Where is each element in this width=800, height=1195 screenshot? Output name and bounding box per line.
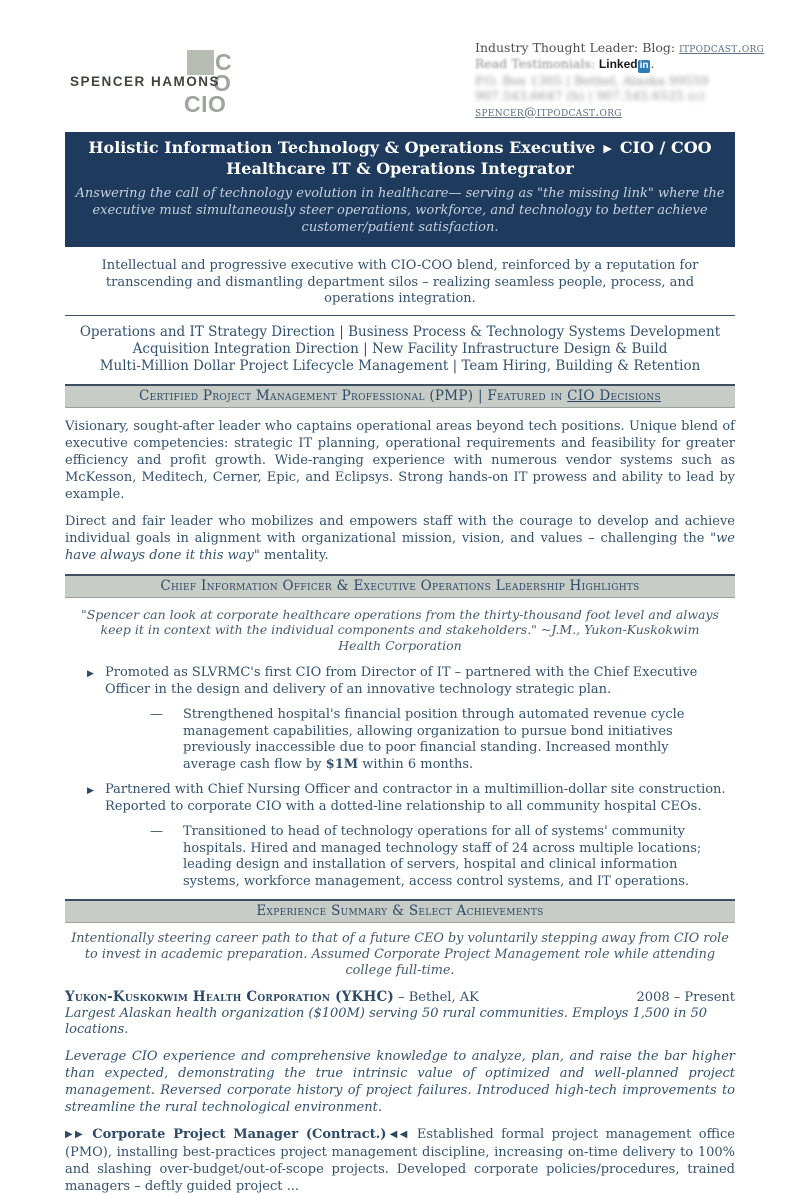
email-line	[475, 105, 740, 120]
dash-bullet-icon: —	[150, 707, 163, 722]
profile-paragraph-2-text: Direct and fair leader who mobilizes and empowers staff with the courage to develop and achieve individual goals in alignment with organizational mission, vision, and values – challenging the "	[65, 513, 735, 546]
highlight-subbullet-2	[65, 824, 735, 890]
double-right-arrows-icon: ▶▶	[65, 1129, 85, 1140]
headline-cio-coo: CIO / COO	[619, 138, 712, 157]
employer-name-line	[65, 989, 479, 1005]
testimonials-label: Read Testimonials:	[475, 55, 599, 71]
profile-paragraph-2-quote: we have always done it this way	[65, 530, 735, 563]
linkedin-wordmark[interactable]: Linked	[598, 56, 638, 71]
profile-paragraph-2	[65, 513, 735, 564]
employer-description: Largest Alaskan health organization ($100M) serving 50 rural communities. Employs 1,500 in 50 locations.	[65, 1006, 707, 1037]
role-title: Corporate Project Manager (Contract.)	[92, 1127, 387, 1142]
address-line-redacted: P.O. Box 1305 | Bethel, Alaska 99559	[475, 72, 709, 88]
experience-intro: Intentionally steering career path to that of a future CEO by voluntarily stepping away from CIO role to invest in academic preparation. Assumed Corporate Project Management role while attending college full-time.	[71, 931, 729, 978]
role-achievements-paragraph	[65, 1126, 735, 1195]
contact-block	[475, 40, 765, 120]
headline-line2: Healthcare IT & Operations Integrator	[226, 158, 574, 178]
highlight-subbullet-1-end: within 6 months.	[358, 756, 474, 772]
headline-role: Holistic Information Technology & Operations Executive	[88, 138, 596, 157]
highlight-subbullet-1	[65, 707, 735, 773]
section-header-leadership-highlights: Chief Information Officer & Executive Operations Leadership Highlights	[65, 574, 735, 598]
page-header	[0, 0, 800, 132]
employer-location: – Bethel, AK	[393, 990, 479, 1005]
highlight-subbullet-1-figure: $1M	[325, 756, 359, 772]
resume-content	[65, 132, 735, 1195]
core-competencies	[65, 324, 735, 375]
logo-name-text: SPENCER HAMONS	[70, 74, 221, 89]
profile-paragraph-2-end: " mentality.	[253, 547, 329, 563]
highlight-bullet-1	[65, 665, 735, 698]
double-left-arrows-icon: ◀◀	[386, 1129, 410, 1140]
cio-decisions-link[interactable]: CIO Decisions	[567, 387, 662, 404]
blog-line-label: Industry Thought Leader: Blog:	[475, 40, 680, 55]
headline-line1	[73, 139, 727, 160]
role-achievements-text: Established formal project management office (PMO), installing best-practices project management discipline, increasing on-time delivery to 100% and slashing over-budget/out-of-scope projects. Developed corporate policies/procedures, trained managers – deftly guided project ...	[65, 1127, 735, 1194]
logo-letter-c: C	[215, 49, 232, 75]
highlight-subbullet-1-text: Strengthened hospital's financial position through automated revenue cycle management capabilities, allowing organization to pursue bond initiatives previously inaccessible due to poor financial standing. Increased monthly average cash flow by	[183, 707, 685, 772]
competency-line-3: Multi-Million Dollar Project Lifecycle Management | Team Hiring, Building & Retention	[99, 357, 701, 374]
competency-line-2: Acquisition Integration Direction | New Facility Infrastructure Design & Build	[132, 340, 668, 357]
section-header-experience-summary: Experience Summary & Select Achievements	[65, 899, 735, 923]
phone-line-redacted: 907.543.6647 (h) | 907.545.6525 (c)	[475, 88, 705, 103]
email-link[interactable]: spencer@itpodcast.org	[475, 103, 622, 119]
employer-name: Yukon-Kuskokwim Health Corporation (YKHC)	[65, 989, 394, 1005]
employment-dates: 2008 – Present	[636, 990, 735, 1005]
linkedin-in-icon[interactable]: in	[639, 59, 649, 71]
logo-letters-cio: CIO	[184, 91, 227, 117]
blog-link[interactable]: itpodcast.org	[679, 40, 765, 55]
title-banner	[65, 132, 735, 247]
highlight-subbullet-2-text: Transitioned to head of technology operations for all of systems' community hospitals. Hired and managed technology staff of 24 across multiple locations; leading design and installation of servers, hospital and clinical information systems, workforce management, access control systems, and IT operations.	[183, 824, 702, 889]
triangle-bullet-icon: ▶	[87, 669, 94, 679]
competency-line-1: Operations and IT Strategy Direction | Business Process & Technology Systems Development	[79, 323, 721, 340]
highlights-list	[65, 665, 735, 890]
testimonial-quote: "Spencer can look at corporate healthcare operations from the thirty-thousand foot level and always keep it in context with the individual components and stakeholders." ~J.M., Yukon-Kuskokwim Health Corporation	[81, 606, 719, 653]
role-summary-paragraph: Leverage CIO experience and comprehensive knowledge to analyze, plan, and raise the bar higher than expected, demonstrating the true intrinsic value of optimized and well-planned project management. Reversed corporate history of project failures. Introduced high-tech improvements to streamline the rural technological environment.	[65, 1049, 735, 1115]
blog-line	[475, 40, 765, 56]
headline-tagline: Answering the call of technology evolution in healthcare— serving as "the missing link" where the executive must simultaneously steer operations, workforce, and technology to better achieve customer/patient satisfaction.	[75, 186, 725, 235]
logo-letter-o: O	[213, 70, 231, 96]
highlight-bullet-2-text: Partnered with Chief Nursing Officer and contractor in a multimillion-dollar site construction. Reported to corporate CIO with a dotted-line relationship to all community hospital CEOs.	[105, 782, 726, 814]
employer-row	[65, 989, 735, 1005]
testimonials-period: .	[650, 55, 655, 71]
divider-rule	[65, 315, 735, 316]
credentials-bar	[65, 384, 735, 408]
dash-bullet-icon: —	[150, 824, 163, 839]
triangle-bullet-icon: ▶	[87, 786, 94, 796]
profile-paragraph-1: Visionary, sought-after leader who captains operational areas beyond tech positions. Unique blend of executive competencies: strategic IT planning, operational requirements and feasibility for greater efficiency and profit growth. Wide-ranging experience with numerous vendor systems such as McKesson, Meditech, Cerner, Epic, and Eclipsys. Strong hands-on IT prowess and ability to lead by example.	[65, 418, 735, 502]
headline-arrow-icon: ▶	[603, 142, 612, 155]
testimonials-line	[475, 57, 740, 73]
highlight-bullet-2	[65, 782, 735, 815]
branding-statement: Intellectual and progressive executive with CIO-COO blend, reinforced by a reputation for transcending and dismantling department silos – realizing seamless people, process, and operations integration.	[101, 258, 699, 306]
highlight-bullet-1-text: Promoted as SLVRMC's first CIO from Director of IT – partnered with the Chief Executive Officer in the design and delivery of an innovative technology strategic plan.	[105, 665, 698, 697]
credentials-text: Certified Project Management Professional (PMP) | Featured in	[138, 387, 568, 404]
logo-square-mark	[187, 50, 214, 75]
